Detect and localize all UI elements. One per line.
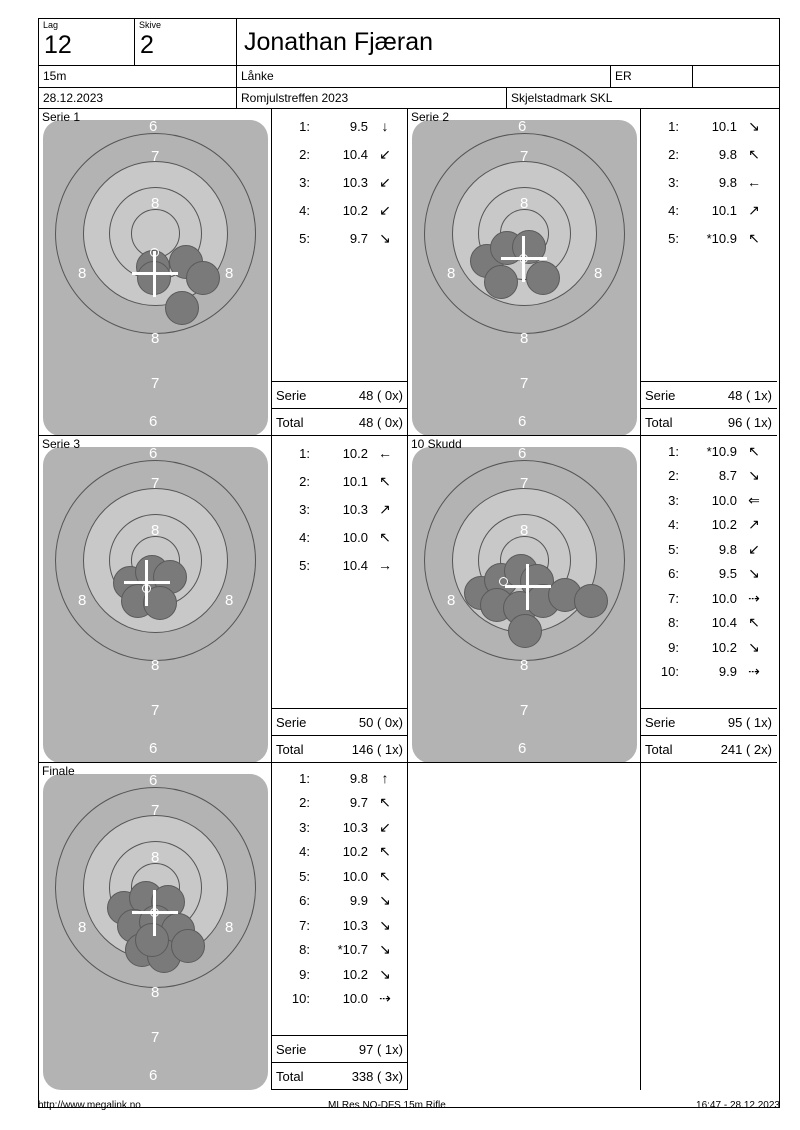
direction-arrow-icon: ⇢ <box>748 663 760 680</box>
shot-number: 5: <box>299 868 310 884</box>
shot-hole <box>526 261 560 295</box>
direction-arrow-icon: ↖ <box>379 867 391 884</box>
direction-arrow-icon: ↗ <box>748 201 760 218</box>
shot-value: *10.7 <box>337 942 368 958</box>
shot-hole <box>171 929 205 963</box>
shot-row <box>641 196 777 224</box>
shot-value: 9.8 <box>349 770 368 786</box>
shot-row <box>272 864 408 889</box>
distance-cell: 15m <box>39 66 237 87</box>
ring-number: 8 <box>151 984 160 1001</box>
shot-value: 10.1 <box>342 473 368 489</box>
shot-value: 9.9 <box>349 893 368 909</box>
ring-number: 6 <box>518 445 527 462</box>
ring-number: 8 <box>151 195 160 212</box>
series-sum-row <box>272 708 408 735</box>
page-footer <box>38 1100 780 1111</box>
shot-value: 10.2 <box>342 445 368 461</box>
shot-number: 8: <box>299 942 310 958</box>
ring-number: 8 <box>447 592 456 609</box>
shot-value: 10.0 <box>342 991 368 1007</box>
shot-row <box>641 112 777 140</box>
center-crosshair <box>145 560 148 606</box>
series-sum-row <box>641 708 777 735</box>
direction-arrow-icon: ⇢ <box>748 589 760 606</box>
shot-value: 10.1 <box>711 202 737 218</box>
series-title: Serie 1 <box>42 110 81 124</box>
target-serie-1 <box>39 109 272 436</box>
direction-arrow-icon: ↗ <box>379 500 391 517</box>
center-dot <box>499 577 508 586</box>
ring-number: 8 <box>447 265 456 282</box>
series-sum-label: Serie <box>645 714 676 730</box>
total-label: Total <box>276 414 304 430</box>
shot-row <box>272 439 408 467</box>
shot-value: 9.8 <box>718 541 737 557</box>
shot-number: 4: <box>299 202 310 218</box>
shot-row <box>272 840 408 865</box>
ring-number: 8 <box>225 265 234 282</box>
empty-shots-slot <box>641 763 777 1090</box>
shot-number: 9: <box>299 966 310 982</box>
direction-arrow-icon: ↙ <box>379 818 391 835</box>
shot-hole <box>574 584 608 618</box>
target-serie-2 <box>408 109 641 436</box>
ring-number: 7 <box>151 1029 160 1046</box>
center-dot <box>142 584 151 593</box>
shot-number: 6: <box>299 893 310 909</box>
total-value: 146 ( 1x) <box>351 741 403 757</box>
shot-number: 7: <box>668 590 679 606</box>
direction-arrow-icon: ↘ <box>379 892 391 909</box>
total-row <box>641 408 777 435</box>
shot-value: *10.9 <box>706 230 737 246</box>
ring-number: 6 <box>149 445 158 462</box>
shot-number: 6: <box>668 566 679 582</box>
footer-system: MLRes NO-DFS 15m Rifle <box>328 1100 446 1111</box>
shot-value: 9.5 <box>349 118 368 134</box>
shot-number: 7: <box>299 917 310 933</box>
ring-number: 7 <box>151 702 160 719</box>
shot-number: 5: <box>668 230 679 246</box>
series-sum-label: Serie <box>276 714 307 730</box>
shot-value: 10.2 <box>711 639 737 655</box>
center-crosshair <box>153 251 156 297</box>
shot-row <box>272 224 408 252</box>
shot-row <box>272 495 408 523</box>
target-10-skudd <box>408 436 641 763</box>
shot-value: 9.5 <box>718 566 737 582</box>
shot-row <box>641 586 777 611</box>
series-title: Finale <box>42 764 75 778</box>
ring-number: 7 <box>151 375 160 392</box>
shot-value: 10.3 <box>342 917 368 933</box>
shot-number: 10: <box>291 991 310 1007</box>
ring-number: 8 <box>225 592 234 609</box>
direction-arrow-icon: → <box>378 557 392 573</box>
direction-arrow-icon: ↘ <box>379 941 391 958</box>
center-dot <box>519 254 528 263</box>
shot-value: 10.2 <box>342 844 368 860</box>
shot-number: 3: <box>668 174 679 190</box>
direction-arrow-icon: ↖ <box>748 614 760 631</box>
shot-value: 10.2 <box>342 202 368 218</box>
ring-number: 6 <box>149 118 158 135</box>
shot-value: 10.0 <box>342 868 368 884</box>
ring-number: 8 <box>520 522 529 539</box>
empty-target-slot <box>408 763 641 1090</box>
shot-row <box>641 464 777 489</box>
ring-number: 8 <box>594 265 603 282</box>
series-sum-row <box>272 1035 408 1062</box>
ring-number: 8 <box>520 657 529 674</box>
shot-value: 10.4 <box>342 557 368 573</box>
shot-value: 9.9 <box>718 664 737 680</box>
ring-number: 8 <box>151 657 160 674</box>
shot-row <box>641 488 777 513</box>
shot-number: 2: <box>299 473 310 489</box>
scorecard-page <box>38 18 780 1108</box>
ring-number: 6 <box>149 772 158 789</box>
shot-hole <box>508 614 542 648</box>
series-title: Serie 3 <box>42 437 81 451</box>
organizer-cell: Skjelstadmark SKL <box>511 91 613 105</box>
direction-arrow-icon: ↗ <box>748 516 760 533</box>
total-value: 338 ( 3x) <box>351 1068 403 1084</box>
shot-value: 9.8 <box>718 174 737 190</box>
ring-number: 7 <box>520 375 529 392</box>
direction-arrow-icon: ⇢ <box>379 990 391 1007</box>
total-row <box>641 735 777 762</box>
shot-number: 2: <box>299 146 310 162</box>
shot-value: 10.3 <box>342 819 368 835</box>
shot-row <box>272 467 408 495</box>
shot-number: 1: <box>668 118 679 134</box>
direction-arrow-icon: ↘ <box>379 229 391 246</box>
shot-value: *10.9 <box>706 443 737 459</box>
shot-number: 5: <box>299 557 310 573</box>
total-value: 241 ( 2x) <box>720 741 772 757</box>
direction-arrow-icon: ↘ <box>748 467 760 484</box>
shot-number: 2: <box>299 795 310 811</box>
shots-finale <box>272 763 408 1090</box>
shot-value: 9.8 <box>718 146 737 162</box>
total-value: 48 ( 0x) <box>358 414 403 430</box>
total-row <box>272 735 408 762</box>
shot-row <box>272 112 408 140</box>
event-cell: Romjulstreffen 2023 <box>237 88 507 108</box>
direction-arrow-icon: ↓ <box>381 118 389 134</box>
total-label: Total <box>645 741 673 757</box>
direction-arrow-icon: ← <box>378 445 392 461</box>
series-sum-value: 97 ( 1x) <box>358 1041 403 1057</box>
series-sum-row <box>272 381 408 408</box>
shot-number: 3: <box>299 819 310 835</box>
shot-row <box>272 815 408 840</box>
shot-hole <box>135 923 169 957</box>
shot-hole <box>484 265 518 299</box>
ring-number: 7 <box>520 475 529 492</box>
shot-row <box>641 537 777 562</box>
total-label: Total <box>276 1068 304 1084</box>
shot-number: 2: <box>668 146 679 162</box>
shot-row <box>641 168 777 196</box>
center-crosshair <box>526 564 529 610</box>
direction-arrow-icon: ↖ <box>748 229 760 246</box>
shot-number: 2: <box>668 468 679 484</box>
shot-value: 10.1 <box>711 118 737 134</box>
direction-arrow-icon: ↘ <box>748 638 760 655</box>
shot-number: 8: <box>668 615 679 631</box>
skive-label: Skive <box>139 20 162 30</box>
shots-10-skudd <box>641 436 777 763</box>
center-dot <box>150 908 159 917</box>
shot-number: 4: <box>299 844 310 860</box>
series-grid <box>39 109 779 1084</box>
shots-serie-3 <box>272 436 408 763</box>
direction-arrow-icon: ↙ <box>379 201 391 218</box>
shot-row <box>272 962 408 987</box>
shot-number: 1: <box>299 770 310 786</box>
shot-number: 3: <box>668 492 679 508</box>
ring-number: 7 <box>151 148 160 165</box>
shooter-name-cell <box>237 19 779 65</box>
shots-serie-1 <box>272 109 408 436</box>
direction-arrow-icon: ↖ <box>379 843 391 860</box>
total-row <box>272 1062 408 1089</box>
shot-row <box>641 439 777 464</box>
ring-number: 8 <box>520 195 529 212</box>
shot-number: 10: <box>660 664 679 680</box>
direction-arrow-icon: ↖ <box>379 472 391 489</box>
shot-value: 10.4 <box>711 615 737 631</box>
direction-arrow-icon: ↖ <box>379 528 391 545</box>
shot-value: 9.7 <box>349 230 368 246</box>
shot-row <box>641 635 777 660</box>
ring-number: 8 <box>78 919 87 936</box>
ring-number: 6 <box>149 413 158 430</box>
series-sum-value: 95 ( 1x) <box>727 714 772 730</box>
ring-number: 8 <box>151 330 160 347</box>
shot-number: 5: <box>299 230 310 246</box>
direction-arrow-icon: ⇐ <box>748 491 760 508</box>
shot-number: 3: <box>299 501 310 517</box>
ring-number: 8 <box>520 330 529 347</box>
ring-number: 7 <box>520 702 529 719</box>
shot-value: 10.0 <box>711 590 737 606</box>
shot-value: 10.4 <box>342 146 368 162</box>
shot-row <box>272 913 408 938</box>
shot-value: 10.0 <box>711 492 737 508</box>
lag-label: Lag <box>43 20 59 30</box>
target-finale <box>39 763 272 1090</box>
ring-number: 6 <box>518 740 527 757</box>
shot-row <box>272 766 408 791</box>
direction-arrow-icon: ↙ <box>748 540 760 557</box>
series-sum-row <box>641 381 777 408</box>
shot-number: 4: <box>299 529 310 545</box>
direction-arrow-icon: ↖ <box>748 145 760 162</box>
shot-number: 5: <box>668 541 679 557</box>
ring-number: 7 <box>520 148 529 165</box>
shot-row <box>272 791 408 816</box>
direction-arrow-icon: ↖ <box>379 794 391 811</box>
direction-arrow-icon: ← <box>747 174 761 190</box>
shot-row <box>272 168 408 196</box>
shot-row <box>641 660 777 685</box>
lag-value: 12 <box>44 31 72 59</box>
header-row-details <box>39 66 779 88</box>
shot-row <box>272 523 408 551</box>
shot-row <box>641 140 777 168</box>
ring-number: 6 <box>149 740 158 757</box>
ring-number: 6 <box>518 118 527 135</box>
total-label: Total <box>645 414 673 430</box>
direction-arrow-icon: ↙ <box>379 173 391 190</box>
shot-value: 10.3 <box>342 174 368 190</box>
shot-row <box>641 513 777 538</box>
shot-row <box>272 987 408 1012</box>
total-row <box>272 408 408 435</box>
header-row-identity <box>39 19 779 66</box>
center-dot <box>150 248 159 257</box>
shot-row <box>641 224 777 252</box>
shot-value: 10.0 <box>342 529 368 545</box>
extra-cell <box>693 66 779 87</box>
footer-url[interactable]: http://www.megalink.no <box>38 1100 141 1111</box>
shot-number: 4: <box>668 517 679 533</box>
shot-value: 10.3 <box>342 501 368 517</box>
shot-value: 9.7 <box>349 795 368 811</box>
shot-number: 1: <box>299 445 310 461</box>
shot-hole <box>186 261 220 295</box>
club-cell: Lånke <box>237 66 611 87</box>
shot-number: 4: <box>668 202 679 218</box>
ring-number: 8 <box>225 919 234 936</box>
series-sum-value: 50 ( 0x) <box>358 714 403 730</box>
ring-number: 8 <box>151 849 160 866</box>
shot-hole <box>165 291 199 325</box>
ring-number: 7 <box>151 475 160 492</box>
shooter-name: Jonathan Fjæran <box>244 28 434 56</box>
series-sum-label: Serie <box>276 1041 307 1057</box>
shot-number: 9: <box>668 639 679 655</box>
series-title: 10 Skudd <box>411 437 462 451</box>
total-label: Total <box>276 741 304 757</box>
shot-row <box>272 938 408 963</box>
shot-value: 10.2 <box>342 966 368 982</box>
target-serie-3 <box>39 436 272 763</box>
ring-number: 7 <box>151 802 160 819</box>
direction-arrow-icon: ↘ <box>379 965 391 982</box>
ring-number: 8 <box>78 265 87 282</box>
series-sum-label: Serie <box>645 387 676 403</box>
shot-row <box>641 611 777 636</box>
ring-number: 6 <box>149 1067 158 1084</box>
footer-timestamp: 16:47 - 28.12.2023 <box>696 1100 780 1111</box>
shot-row <box>641 562 777 587</box>
shot-value: 8.7 <box>718 468 737 484</box>
direction-arrow-icon: ↙ <box>379 145 391 162</box>
shot-number: 3: <box>299 174 310 190</box>
shot-row <box>272 196 408 224</box>
skive-cell <box>135 19 237 65</box>
direction-arrow-icon: ↘ <box>748 117 760 134</box>
series-title: Serie 2 <box>411 110 450 124</box>
shot-number: 1: <box>299 118 310 134</box>
direction-arrow-icon: ↖ <box>748 442 760 459</box>
skive-value: 2 <box>140 31 154 59</box>
series-sum-value: 48 ( 0x) <box>358 387 403 403</box>
series-sum-value: 48 ( 1x) <box>727 387 772 403</box>
shot-value: 10.2 <box>711 517 737 533</box>
shot-row <box>272 551 408 579</box>
series-sum-label: Serie <box>276 387 307 403</box>
ring-number: 8 <box>151 522 160 539</box>
total-value: 96 ( 1x) <box>727 414 772 430</box>
date-cell: 28.12.2023 <box>39 88 237 108</box>
shot-row <box>272 140 408 168</box>
direction-arrow-icon: ↘ <box>379 916 391 933</box>
lag-cell <box>39 19 135 65</box>
direction-arrow-icon: ↑ <box>381 770 389 787</box>
shot-row <box>272 889 408 914</box>
class-cell: ER <box>611 66 693 87</box>
shots-serie-2 <box>641 109 777 436</box>
header-row-event <box>39 88 779 109</box>
shot-number: 1: <box>668 443 679 459</box>
ring-number: 6 <box>518 413 527 430</box>
ring-number: 8 <box>78 592 87 609</box>
direction-arrow-icon: ↘ <box>748 565 760 582</box>
